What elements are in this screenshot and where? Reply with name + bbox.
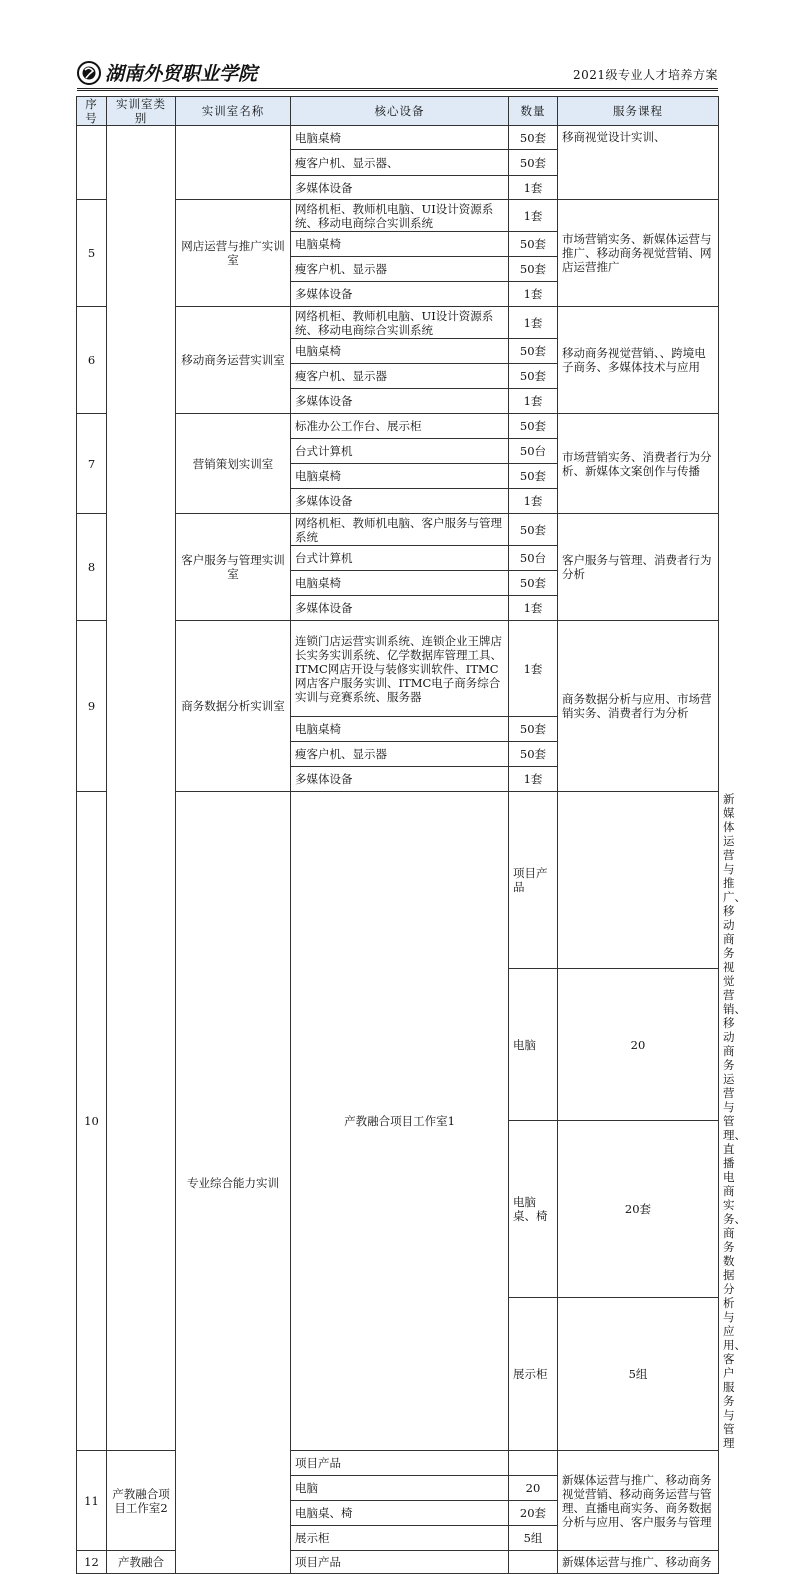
qty-cell: 50套 xyxy=(509,717,558,742)
qty-cell xyxy=(509,1551,558,1574)
qty-cell: 50套 xyxy=(509,339,558,364)
service-courses: 新媒体运营与推广、移动商务 xyxy=(558,1551,719,1574)
qty-cell: 50套 xyxy=(509,150,558,176)
equipment-cell: 展示柜 xyxy=(291,1526,509,1551)
qty-cell: 1套 xyxy=(509,767,558,792)
row-number: 6 xyxy=(77,307,107,414)
qty-cell: 20套 xyxy=(558,1121,719,1298)
equipment-cell: 多媒体设备 xyxy=(291,767,509,792)
row-number: 12 xyxy=(77,1551,107,1574)
equipment-cell: 电脑桌椅 xyxy=(291,339,509,364)
qty-cell: 5组 xyxy=(509,1526,558,1551)
qty-cell: 50台 xyxy=(509,439,558,464)
room-name: 客户服务与管理实训室 xyxy=(176,514,291,621)
school-logo xyxy=(77,60,277,86)
equipment-cell: 电脑桌椅 xyxy=(291,571,509,596)
room-name: 产教融合项目工作室1 xyxy=(291,792,509,1451)
equipment-cell: 电脑桌、椅 xyxy=(291,1501,509,1526)
qty-cell: 1套 xyxy=(509,389,558,414)
row-number xyxy=(77,126,107,200)
equipment-cell: 多媒体设备 xyxy=(291,489,509,514)
col-header-qty: 数量 xyxy=(509,97,558,126)
qty-cell: 1套 xyxy=(509,176,558,200)
row-number: 5 xyxy=(77,200,107,307)
room-name: 网店运营与推广实训室 xyxy=(176,200,291,307)
room-name xyxy=(176,126,291,200)
qty-cell: 50套 xyxy=(509,742,558,767)
service-courses: 移动商务视觉营销、、跨境电子商务、多媒体技术与应用 xyxy=(558,307,719,414)
row-number: 9 xyxy=(77,621,107,792)
qty-cell: 20 xyxy=(558,968,719,1121)
category-cell xyxy=(107,126,176,1451)
equipment-cell: 台式计算机 xyxy=(291,439,509,464)
equipment-cell: 多媒体设备 xyxy=(291,176,509,200)
room-name: 营销策划实训室 xyxy=(176,414,291,514)
equipment-cell: 标准办公工作台、展示柜 xyxy=(291,414,509,439)
equipment-cell: 台式计算机 xyxy=(291,546,509,571)
qty-cell: 1套 xyxy=(509,200,558,232)
equipment-cell: 多媒体设备 xyxy=(291,282,509,307)
row-number: 10 xyxy=(77,792,107,1451)
equipment-cell: 电脑桌椅 xyxy=(291,126,509,150)
equipment-cell: 项目产品 xyxy=(291,1451,509,1476)
qty-cell: 50台 xyxy=(509,546,558,571)
qty-cell: 50套 xyxy=(509,414,558,439)
qty-cell: 5组 xyxy=(558,1298,719,1451)
equipment-cell: 电脑桌、椅 xyxy=(509,1121,558,1298)
room-name: 产教融合 xyxy=(107,1551,176,1574)
qty-cell: 50套 xyxy=(509,514,558,546)
qty-cell: 1套 xyxy=(509,282,558,307)
service-courses: 市场营销实务、消费者行为分析、新媒体文案创作与传播 xyxy=(558,414,719,514)
equipment-cell: 多媒体设备 xyxy=(291,596,509,621)
qty-cell: 1套 xyxy=(509,489,558,514)
svg-text:湖南外贸职业学院: 湖南外贸职业学院 xyxy=(105,63,258,85)
table-row: 10 专业综合能力实训 产教融合项目工作室1 项目产品 新媒体运营与推广、移动商务视觉营销、移动商务运营与管理、直播电商实务、商务数据分析与应用、客户服务与管理 xyxy=(77,792,719,969)
equipment-cell: 展示柜 xyxy=(509,1298,558,1451)
equipment-cell: 电脑桌椅 xyxy=(291,717,509,742)
row-number: 8 xyxy=(77,514,107,621)
service-courses: 市场营销实务、新媒体运营与推广、移动商务视觉营销、网店运营推广 xyxy=(558,200,719,307)
qty-cell: 50套 xyxy=(509,464,558,489)
table-row xyxy=(77,1551,719,1574)
header-divider-thin xyxy=(77,90,718,91)
qty-cell: 50套 xyxy=(509,232,558,257)
equipment-cell: 瘦客户机、显示器 xyxy=(291,257,509,282)
col-header-courses: 服务课程 xyxy=(558,97,719,126)
equipment-cell: 网络机柜、教师机电脑、UI设计资源系统、移动电商综合实训系统 xyxy=(291,307,509,339)
qty-cell: 20 xyxy=(509,1476,558,1501)
equipment-cell: 多媒体设备 xyxy=(291,389,509,414)
equipment-cell: 网络机柜、教师机电脑、客户服务与管理系统 xyxy=(291,514,509,546)
equipment-cell: 瘦客户机、显示器 xyxy=(291,742,509,767)
service-courses: 新媒体运营与推广、移动商务视觉营销、移动商务运营与管理、直播电商实务、商务数据分析与应用、客户服务与管理 xyxy=(558,1451,719,1551)
qty-cell xyxy=(509,1451,558,1476)
col-header-no: 序号 xyxy=(77,97,107,126)
qty-cell: 50套 xyxy=(509,364,558,389)
document-title: 2021级专业人才培养方案 xyxy=(572,68,718,82)
room-name: 移动商务运营实训室 xyxy=(176,307,291,414)
row-number: 7 xyxy=(77,414,107,514)
room-name: 产教融合项目工作室2 xyxy=(107,1451,176,1551)
qty-cell: 20套 xyxy=(509,1501,558,1526)
equipment-cell: 瘦客户机、显示器 xyxy=(291,364,509,389)
col-header-room: 实训室名称 xyxy=(176,97,291,126)
equipment-cell: 网络机柜、教师机电脑、UI设计资源系统、移动电商综合实训系统 xyxy=(291,200,509,232)
training-room-table xyxy=(76,96,746,1574)
col-header-category: 实训室类别 xyxy=(107,97,176,126)
qty-cell: 1套 xyxy=(509,621,558,717)
qty-cell: 50套 xyxy=(509,126,558,150)
service-courses: 商务数据分析与应用、市场营销实务、消费者行为分析 xyxy=(558,621,719,792)
service-courses: 移商视觉设计实训、 xyxy=(558,126,719,200)
qty-cell: 1套 xyxy=(509,307,558,339)
qty-cell: 50套 xyxy=(509,571,558,596)
equipment-cell: 电脑桌椅 xyxy=(291,232,509,257)
equipment-cell: 连锁门店运营实训系统、连锁企业王牌店长实务实训系统、亿学数据库管理工具、ITMC网店开设与装修实训软件、ITMC网店客户服务实训、ITMC电子商务综合实训与竞赛系统、服务器 xyxy=(291,621,509,717)
table-row xyxy=(77,126,719,150)
service-courses: 客户服务与管理、消费者行为分析 xyxy=(558,514,719,621)
equipment-cell: 电脑桌椅 xyxy=(291,464,509,489)
qty-cell xyxy=(558,792,719,969)
qty-cell: 50套 xyxy=(509,257,558,282)
header-divider xyxy=(77,88,718,89)
equipment-cell: 项目产品 xyxy=(509,792,558,969)
table-row xyxy=(77,1451,719,1476)
room-name: 商务数据分析实训室 xyxy=(176,621,291,792)
equipment-cell: 瘦客户机、显示器、 xyxy=(291,150,509,176)
equipment-cell: 电脑 xyxy=(291,1476,509,1501)
col-header-equipment: 核心设备 xyxy=(291,97,509,126)
table-header-row xyxy=(77,97,719,126)
row-number: 11 xyxy=(77,1451,107,1551)
equipment-cell: 电脑 xyxy=(509,968,558,1121)
page-header xyxy=(77,58,718,88)
category-cell: 专业综合能力实训 xyxy=(176,792,291,1574)
qty-cell: 1套 xyxy=(509,596,558,621)
equipment-cell: 项目产品 xyxy=(291,1551,509,1574)
